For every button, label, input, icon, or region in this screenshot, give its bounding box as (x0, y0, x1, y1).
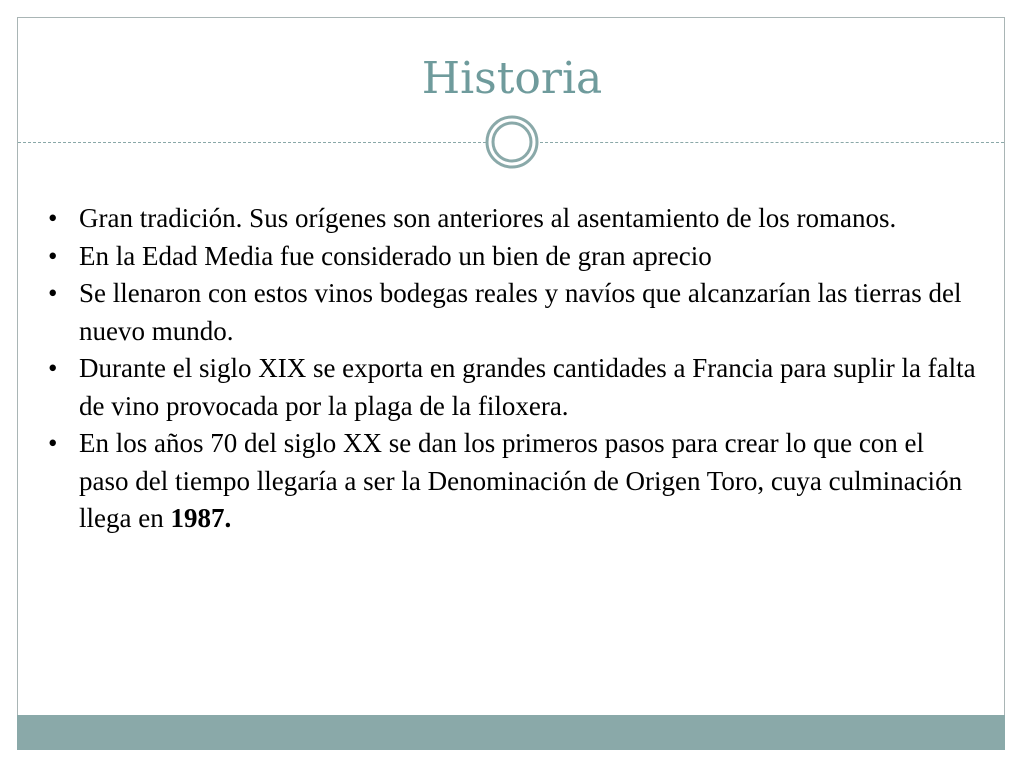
bullet-item (46, 275, 976, 350)
bullet-glyph: • (48, 428, 58, 458)
title-divider-right (540, 142, 1004, 143)
bullet-text: En los años 70 del siglo XX se dan los primeros pasos para crear lo que con el paso del tiempo llegaría a ser la Denominación de Origen Toro, cuya culminación llega en (79, 428, 963, 533)
bullet-item (46, 238, 976, 276)
bullet-glyph: • (48, 203, 58, 233)
bullet-item (46, 350, 976, 425)
bullet-glyph: • (48, 278, 58, 308)
bullet-glyph: • (48, 353, 58, 383)
bullet-item (46, 425, 976, 538)
bullet-text: Se llenaron con estos vinos bodegas reales y navíos que alcanzarían las tierras del nuevo mundo. (79, 278, 962, 346)
bullet-text: En la Edad Media fue considerado un bien de gran aprecio (79, 240, 712, 271)
bullet-year-bold: 1987. (170, 503, 232, 533)
footer-bar (17, 715, 1005, 750)
bullet-list (46, 200, 976, 538)
double-circle-ornament-icon (485, 115, 539, 169)
bullet-item (46, 200, 976, 238)
bullet-content (46, 200, 976, 538)
slide-title: Historia (421, 53, 603, 104)
bullet-text: Gran tradición. Sus orígenes son anteriores al asentamiento de los romanos. (79, 203, 897, 233)
title-divider-left (18, 142, 486, 143)
bullet-text: Durante el siglo XIX se exporta en grandes cantidades a Francia para suplir la falta de vino provocada por la plaga de la filoxera. (79, 353, 976, 421)
bullet-glyph: • (48, 240, 58, 271)
